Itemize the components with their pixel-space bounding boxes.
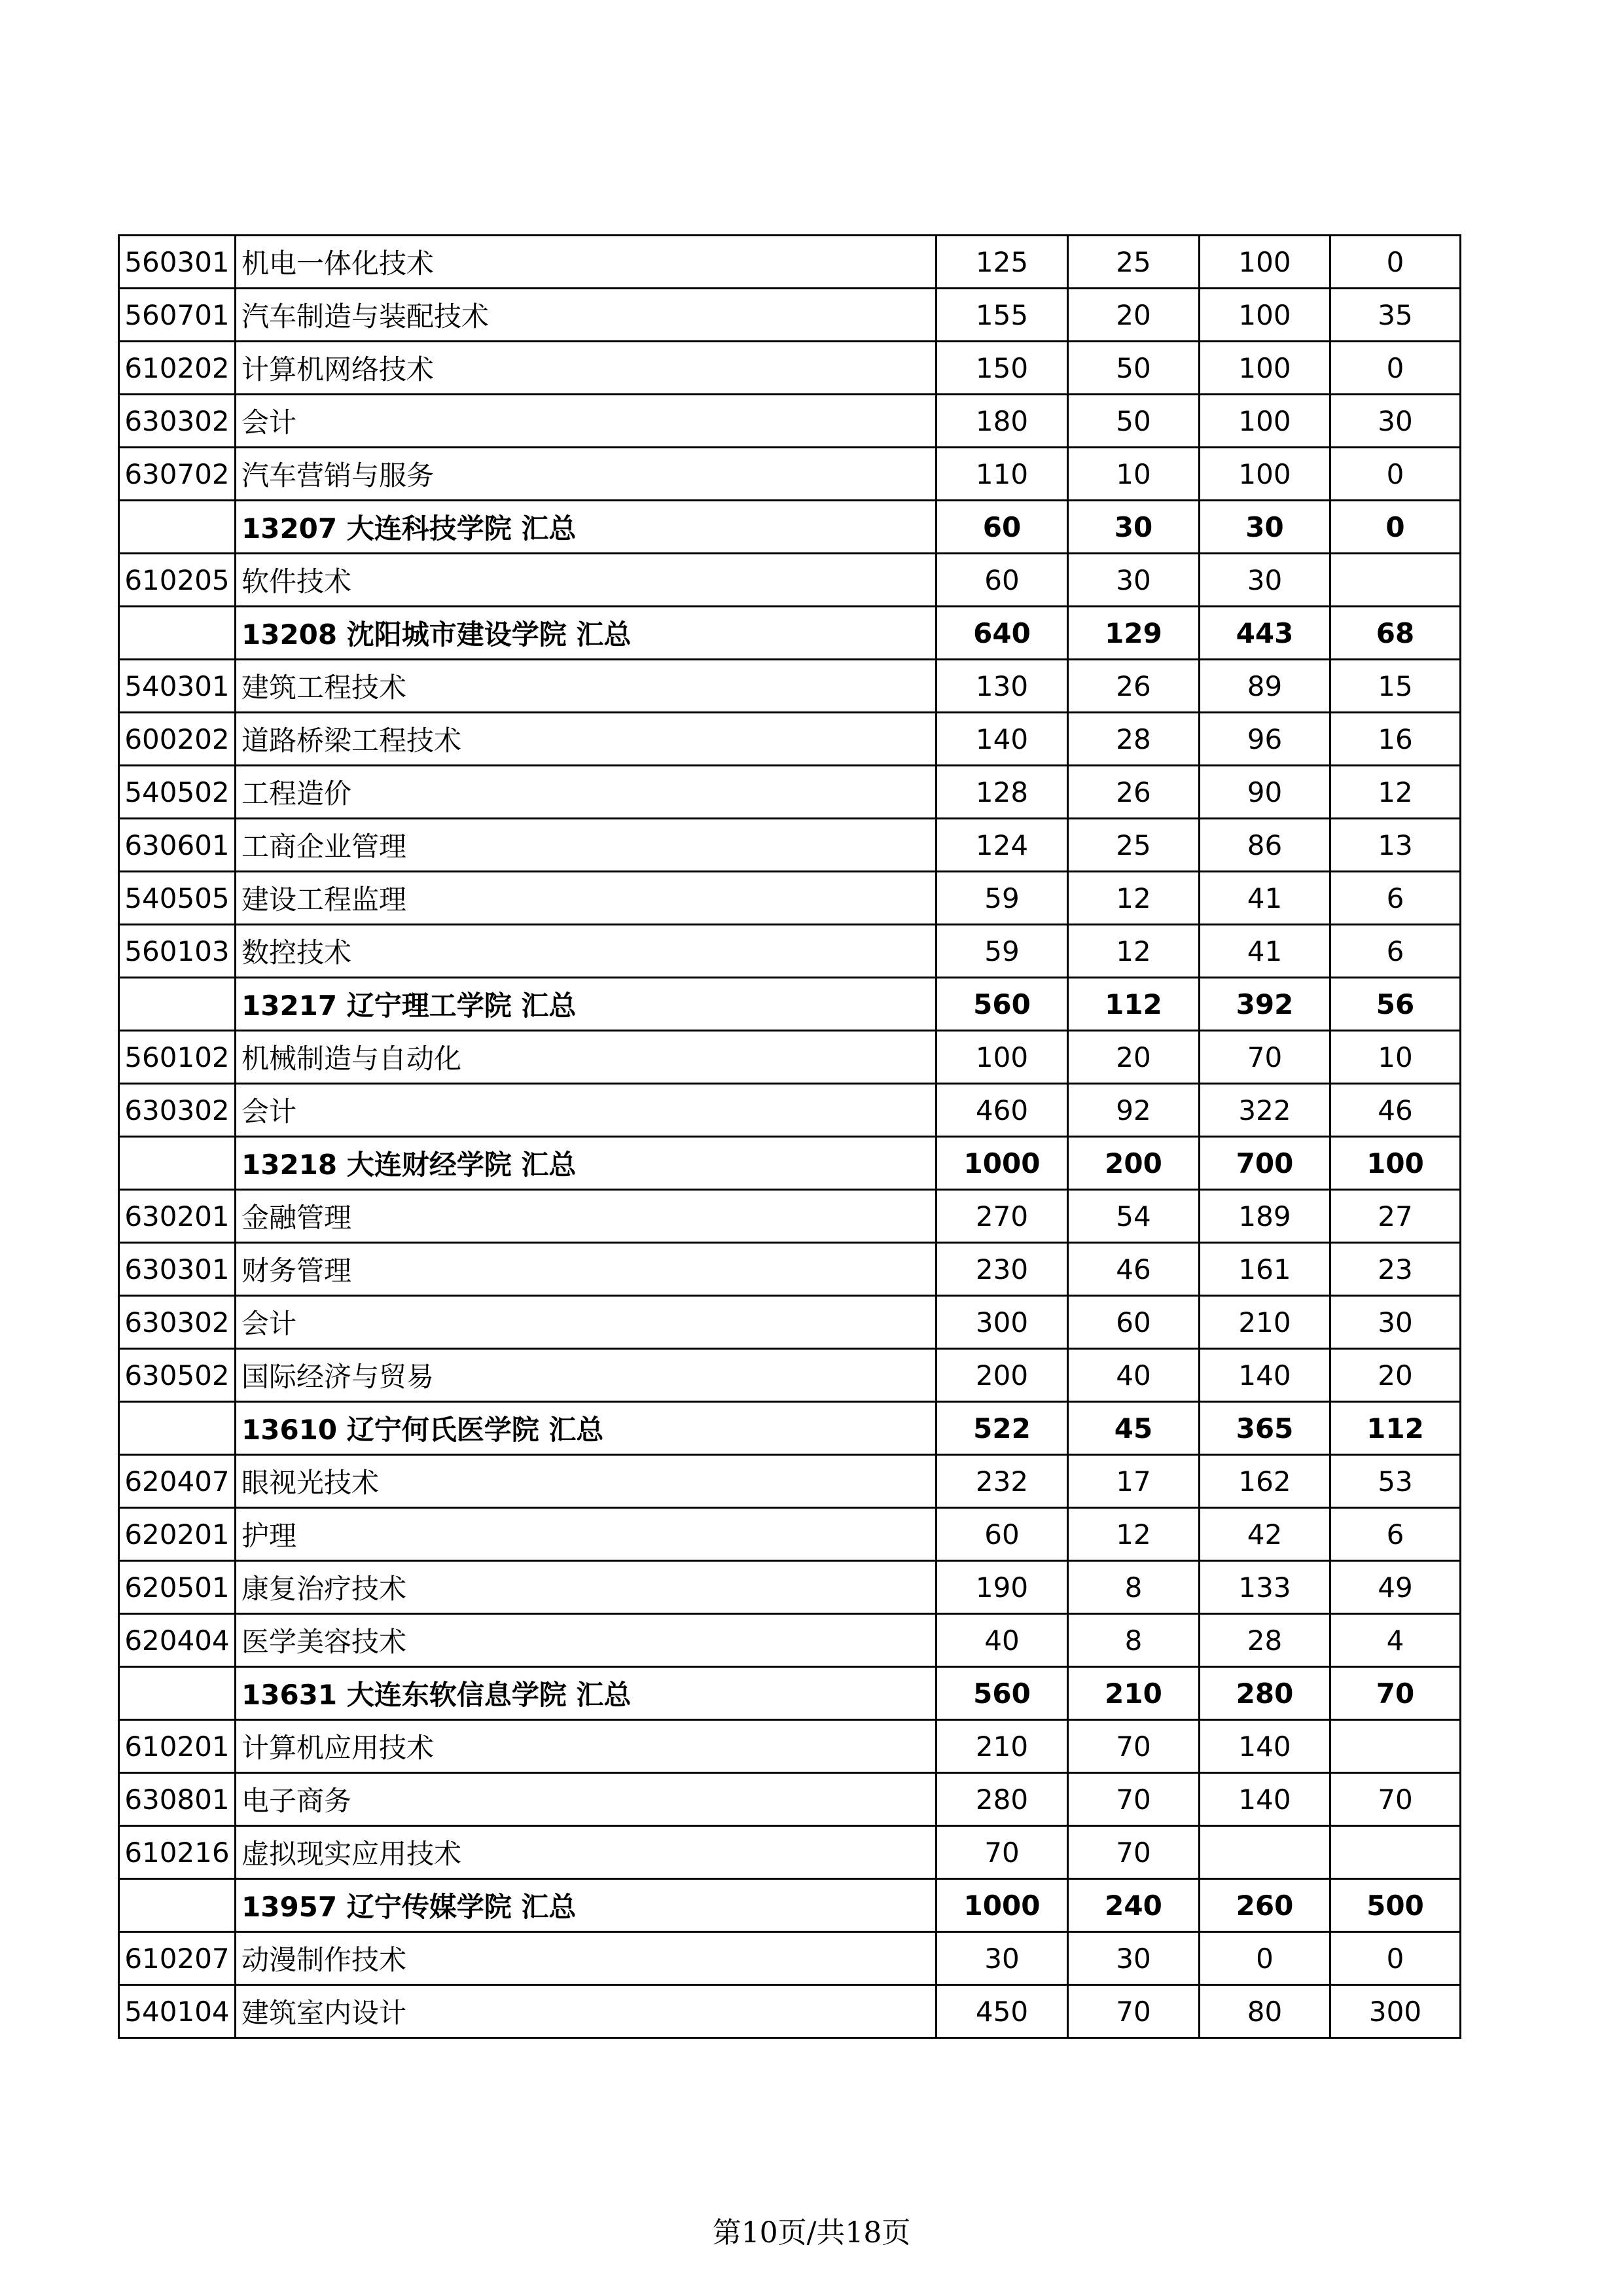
col4-cell: 70 (1330, 1667, 1461, 1720)
major-name-cell: 软件技术 (236, 554, 936, 607)
major-code-cell: 560701 (119, 289, 236, 342)
col4-cell: 35 (1330, 289, 1461, 342)
total-cell: 60 (936, 501, 1068, 554)
col4-cell: 53 (1330, 1455, 1461, 1508)
major-name-cell: 工程造价 (236, 766, 936, 819)
col2-cell: 50 (1068, 395, 1200, 448)
major-name-cell: 动漫制作技术 (236, 1932, 936, 1985)
major-name-cell: 13217 辽宁理工学院 汇总 (236, 978, 936, 1031)
table-row (119, 1243, 1461, 1296)
total-cell: 59 (936, 925, 1068, 978)
major-name-cell: 国际经济与贸易 (236, 1349, 936, 1402)
total-cell: 1000 (936, 1879, 1068, 1932)
table-row (119, 1031, 1461, 1084)
summary-row (119, 1137, 1461, 1190)
major-name-cell: 会计 (236, 1296, 936, 1349)
col3-cell: 89 (1200, 660, 1330, 713)
col4-cell: 15 (1330, 660, 1461, 713)
major-name-cell: 金融管理 (236, 1190, 936, 1243)
summary-row (119, 607, 1461, 660)
col2-cell: 92 (1068, 1084, 1200, 1137)
major-code-cell: 630502 (119, 1349, 236, 1402)
table-row (119, 819, 1461, 872)
col3-cell: 0 (1200, 1932, 1330, 1985)
col3-cell: 260 (1200, 1879, 1330, 1932)
col2-cell: 20 (1068, 289, 1200, 342)
major-name-cell: 数控技术 (236, 925, 936, 978)
major-code-cell: 610216 (119, 1826, 236, 1879)
major-code-cell: 560103 (119, 925, 236, 978)
major-code-cell (119, 1137, 236, 1190)
table-row (119, 766, 1461, 819)
major-name-cell: 机械制造与自动化 (236, 1031, 936, 1084)
total-cell: 300 (936, 1296, 1068, 1349)
col3-cell: 41 (1200, 925, 1330, 978)
total-cell: 128 (936, 766, 1068, 819)
major-name-cell: 道路桥梁工程技术 (236, 713, 936, 766)
major-name-cell: 康复治疗技术 (236, 1561, 936, 1614)
major-code-cell: 630301 (119, 1243, 236, 1296)
major-code-cell: 630601 (119, 819, 236, 872)
major-code-cell: 540104 (119, 1985, 236, 2038)
col4-cell: 56 (1330, 978, 1461, 1031)
major-name-cell: 建设工程监理 (236, 872, 936, 925)
total-cell: 1000 (936, 1137, 1068, 1190)
total-cell: 280 (936, 1773, 1068, 1826)
total-cell: 270 (936, 1190, 1068, 1243)
major-name-cell: 13207 大连科技学院 汇总 (236, 501, 936, 554)
col2-cell: 30 (1068, 1932, 1200, 1985)
col4-cell: 46 (1330, 1084, 1461, 1137)
col3-cell: 322 (1200, 1084, 1330, 1137)
total-cell: 560 (936, 978, 1068, 1031)
table-row (119, 1720, 1461, 1773)
summary-row (119, 1879, 1461, 1932)
col4-cell: 0 (1330, 236, 1461, 289)
total-cell: 460 (936, 1084, 1068, 1137)
summary-row (119, 501, 1461, 554)
major-code-cell: 630201 (119, 1190, 236, 1243)
major-code-cell: 620407 (119, 1455, 236, 1508)
total-cell: 190 (936, 1561, 1068, 1614)
col3-cell: 140 (1200, 1720, 1330, 1773)
col4-cell: 6 (1330, 925, 1461, 978)
major-name-cell: 机电一体化技术 (236, 236, 936, 289)
table-row (119, 236, 1461, 289)
col2-cell: 8 (1068, 1614, 1200, 1667)
total-cell: 150 (936, 342, 1068, 395)
total-cell: 640 (936, 607, 1068, 660)
major-code-cell: 630302 (119, 1084, 236, 1137)
total-cell: 70 (936, 1826, 1068, 1879)
col3-cell: 42 (1200, 1508, 1330, 1561)
total-cell: 110 (936, 448, 1068, 501)
col2-cell: 20 (1068, 1031, 1200, 1084)
major-code-cell (119, 607, 236, 660)
col3-cell (1200, 1826, 1330, 1879)
col2-cell: 70 (1068, 1773, 1200, 1826)
col3-cell: 162 (1200, 1455, 1330, 1508)
col4-cell: 500 (1330, 1879, 1461, 1932)
col2-cell: 112 (1068, 978, 1200, 1031)
col4-cell: 100 (1330, 1137, 1461, 1190)
table-row (119, 872, 1461, 925)
table-row (119, 554, 1461, 607)
total-cell: 200 (936, 1349, 1068, 1402)
col2-cell: 10 (1068, 448, 1200, 501)
major-name-cell: 计算机应用技术 (236, 1720, 936, 1773)
col4-cell: 0 (1330, 501, 1461, 554)
col2-cell: 129 (1068, 607, 1200, 660)
col2-cell: 30 (1068, 501, 1200, 554)
total-cell: 560 (936, 1667, 1068, 1720)
col3-cell: 70 (1200, 1031, 1330, 1084)
total-cell: 124 (936, 819, 1068, 872)
total-cell: 40 (936, 1614, 1068, 1667)
col3-cell: 90 (1200, 766, 1330, 819)
col2-cell: 54 (1068, 1190, 1200, 1243)
summary-row (119, 1402, 1461, 1455)
col4-cell: 6 (1330, 872, 1461, 925)
col2-cell: 26 (1068, 660, 1200, 713)
major-name-cell: 虚拟现实应用技术 (236, 1826, 936, 1879)
major-name-cell: 财务管理 (236, 1243, 936, 1296)
major-code-cell: 540301 (119, 660, 236, 713)
col3-cell: 100 (1200, 289, 1330, 342)
col2-cell: 8 (1068, 1561, 1200, 1614)
col4-cell: 49 (1330, 1561, 1461, 1614)
col2-cell: 200 (1068, 1137, 1200, 1190)
total-cell: 125 (936, 236, 1068, 289)
col3-cell: 700 (1200, 1137, 1330, 1190)
major-name-cell: 护理 (236, 1508, 936, 1561)
major-code-cell: 630801 (119, 1773, 236, 1826)
major-code-cell (119, 1879, 236, 1932)
col2-cell: 240 (1068, 1879, 1200, 1932)
major-code-cell: 630702 (119, 448, 236, 501)
col2-cell: 17 (1068, 1455, 1200, 1508)
col4-cell (1330, 1826, 1461, 1879)
major-code-cell: 600202 (119, 713, 236, 766)
col3-cell: 280 (1200, 1667, 1330, 1720)
col3-cell: 96 (1200, 713, 1330, 766)
total-cell: 59 (936, 872, 1068, 925)
col2-cell: 12 (1068, 872, 1200, 925)
col4-cell (1330, 1720, 1461, 1773)
major-name-cell: 13610 辽宁何氏医学院 汇总 (236, 1402, 936, 1455)
major-code-cell (119, 501, 236, 554)
col2-cell: 70 (1068, 1985, 1200, 2038)
major-name-cell: 电子商务 (236, 1773, 936, 1826)
col3-cell: 86 (1200, 819, 1330, 872)
col4-cell: 0 (1330, 1932, 1461, 1985)
table-row (119, 342, 1461, 395)
major-name-cell: 会计 (236, 1084, 936, 1137)
col2-cell: 210 (1068, 1667, 1200, 1720)
total-cell: 180 (936, 395, 1068, 448)
total-cell: 140 (936, 713, 1068, 766)
major-name-cell: 建筑工程技术 (236, 660, 936, 713)
table-row (119, 1508, 1461, 1561)
total-cell: 155 (936, 289, 1068, 342)
col3-cell: 365 (1200, 1402, 1330, 1455)
col3-cell: 30 (1200, 554, 1330, 607)
major-code-cell: 560301 (119, 236, 236, 289)
table-row (119, 1561, 1461, 1614)
col2-cell: 28 (1068, 713, 1200, 766)
total-cell: 100 (936, 1031, 1068, 1084)
major-name-cell: 建筑室内设计 (236, 1985, 936, 2038)
col3-cell: 140 (1200, 1349, 1330, 1402)
major-code-cell (119, 1402, 236, 1455)
major-name-cell: 医学美容技术 (236, 1614, 936, 1667)
col4-cell: 112 (1330, 1402, 1461, 1455)
col4-cell: 4 (1330, 1614, 1461, 1667)
major-code-cell (119, 1667, 236, 1720)
total-cell: 60 (936, 554, 1068, 607)
col4-cell: 30 (1330, 1296, 1461, 1349)
col2-cell: 12 (1068, 1508, 1200, 1561)
col3-cell: 100 (1200, 342, 1330, 395)
total-cell: 230 (936, 1243, 1068, 1296)
major-code-cell (119, 978, 236, 1031)
total-cell: 232 (936, 1455, 1068, 1508)
col3-cell: 30 (1200, 501, 1330, 554)
col2-cell: 70 (1068, 1826, 1200, 1879)
major-name-cell: 13218 大连财经学院 汇总 (236, 1137, 936, 1190)
major-code-cell: 610201 (119, 1720, 236, 1773)
col2-cell: 12 (1068, 925, 1200, 978)
total-cell: 210 (936, 1720, 1068, 1773)
major-code-cell: 540505 (119, 872, 236, 925)
col4-cell: 68 (1330, 607, 1461, 660)
total-cell: 522 (936, 1402, 1068, 1455)
major-name-cell: 13208 沈阳城市建设学院 汇总 (236, 607, 936, 660)
table-row (119, 1190, 1461, 1243)
col4-cell: 13 (1330, 819, 1461, 872)
total-cell: 130 (936, 660, 1068, 713)
col3-cell: 80 (1200, 1985, 1330, 2038)
col3-cell: 133 (1200, 1561, 1330, 1614)
table-row (119, 1773, 1461, 1826)
major-name-cell: 计算机网络技术 (236, 342, 936, 395)
col3-cell: 100 (1200, 448, 1330, 501)
summary-row (119, 1667, 1461, 1720)
col4-cell: 23 (1330, 1243, 1461, 1296)
total-cell: 30 (936, 1932, 1068, 1985)
table-row (119, 1296, 1461, 1349)
col2-cell: 45 (1068, 1402, 1200, 1455)
col4-cell: 70 (1330, 1773, 1461, 1826)
major-name-cell: 工商企业管理 (236, 819, 936, 872)
table-row (119, 925, 1461, 978)
col2-cell: 70 (1068, 1720, 1200, 1773)
col4-cell: 16 (1330, 713, 1461, 766)
table-row (119, 660, 1461, 713)
col3-cell: 100 (1200, 395, 1330, 448)
major-code-cell: 610207 (119, 1932, 236, 1985)
col3-cell: 443 (1200, 607, 1330, 660)
major-code-cell: 540502 (119, 766, 236, 819)
col4-cell: 0 (1330, 448, 1461, 501)
col4-cell: 30 (1330, 395, 1461, 448)
major-code-cell: 560102 (119, 1031, 236, 1084)
col2-cell: 46 (1068, 1243, 1200, 1296)
col4-cell: 12 (1330, 766, 1461, 819)
major-code-cell: 610202 (119, 342, 236, 395)
enrollment-table (118, 234, 1461, 2039)
table-row (119, 713, 1461, 766)
col3-cell: 100 (1200, 236, 1330, 289)
col2-cell: 60 (1068, 1296, 1200, 1349)
table-row (119, 289, 1461, 342)
major-name-cell: 汽车制造与装配技术 (236, 289, 936, 342)
major-name-cell: 汽车营销与服务 (236, 448, 936, 501)
col2-cell: 25 (1068, 236, 1200, 289)
table-row (119, 448, 1461, 501)
col2-cell: 30 (1068, 554, 1200, 607)
col3-cell: 140 (1200, 1773, 1330, 1826)
col2-cell: 40 (1068, 1349, 1200, 1402)
table-row (119, 1985, 1461, 2038)
table-row (119, 1932, 1461, 1985)
table-row (119, 1349, 1461, 1402)
major-name-cell: 13957 辽宁传媒学院 汇总 (236, 1879, 936, 1932)
table-row (119, 1826, 1461, 1879)
major-code-cell: 620201 (119, 1508, 236, 1561)
col4-cell: 10 (1330, 1031, 1461, 1084)
col4-cell: 27 (1330, 1190, 1461, 1243)
summary-row (119, 978, 1461, 1031)
major-code-cell: 620501 (119, 1561, 236, 1614)
col3-cell: 392 (1200, 978, 1330, 1031)
col4-cell: 300 (1330, 1985, 1461, 2038)
table-row (119, 1455, 1461, 1508)
page-number: 第10页/共18页 (712, 2216, 911, 2250)
major-name-cell: 会计 (236, 395, 936, 448)
col3-cell: 161 (1200, 1243, 1330, 1296)
col3-cell: 41 (1200, 872, 1330, 925)
total-cell: 60 (936, 1508, 1068, 1561)
col4-cell (1330, 554, 1461, 607)
major-code-cell: 610205 (119, 554, 236, 607)
col4-cell: 20 (1330, 1349, 1461, 1402)
major-code-cell: 620404 (119, 1614, 236, 1667)
table-row (119, 1084, 1461, 1137)
table-row (119, 395, 1461, 448)
major-code-cell: 630302 (119, 395, 236, 448)
col3-cell: 189 (1200, 1190, 1330, 1243)
major-code-cell: 630302 (119, 1296, 236, 1349)
total-cell: 450 (936, 1985, 1068, 2038)
major-name-cell: 眼视光技术 (236, 1455, 936, 1508)
col2-cell: 25 (1068, 819, 1200, 872)
table-row (119, 1614, 1461, 1667)
col4-cell: 0 (1330, 342, 1461, 395)
major-name-cell: 13631 大连东软信息学院 汇总 (236, 1667, 936, 1720)
col2-cell: 50 (1068, 342, 1200, 395)
col3-cell: 28 (1200, 1614, 1330, 1667)
col3-cell: 210 (1200, 1296, 1330, 1349)
col4-cell: 6 (1330, 1508, 1461, 1561)
col2-cell: 26 (1068, 766, 1200, 819)
